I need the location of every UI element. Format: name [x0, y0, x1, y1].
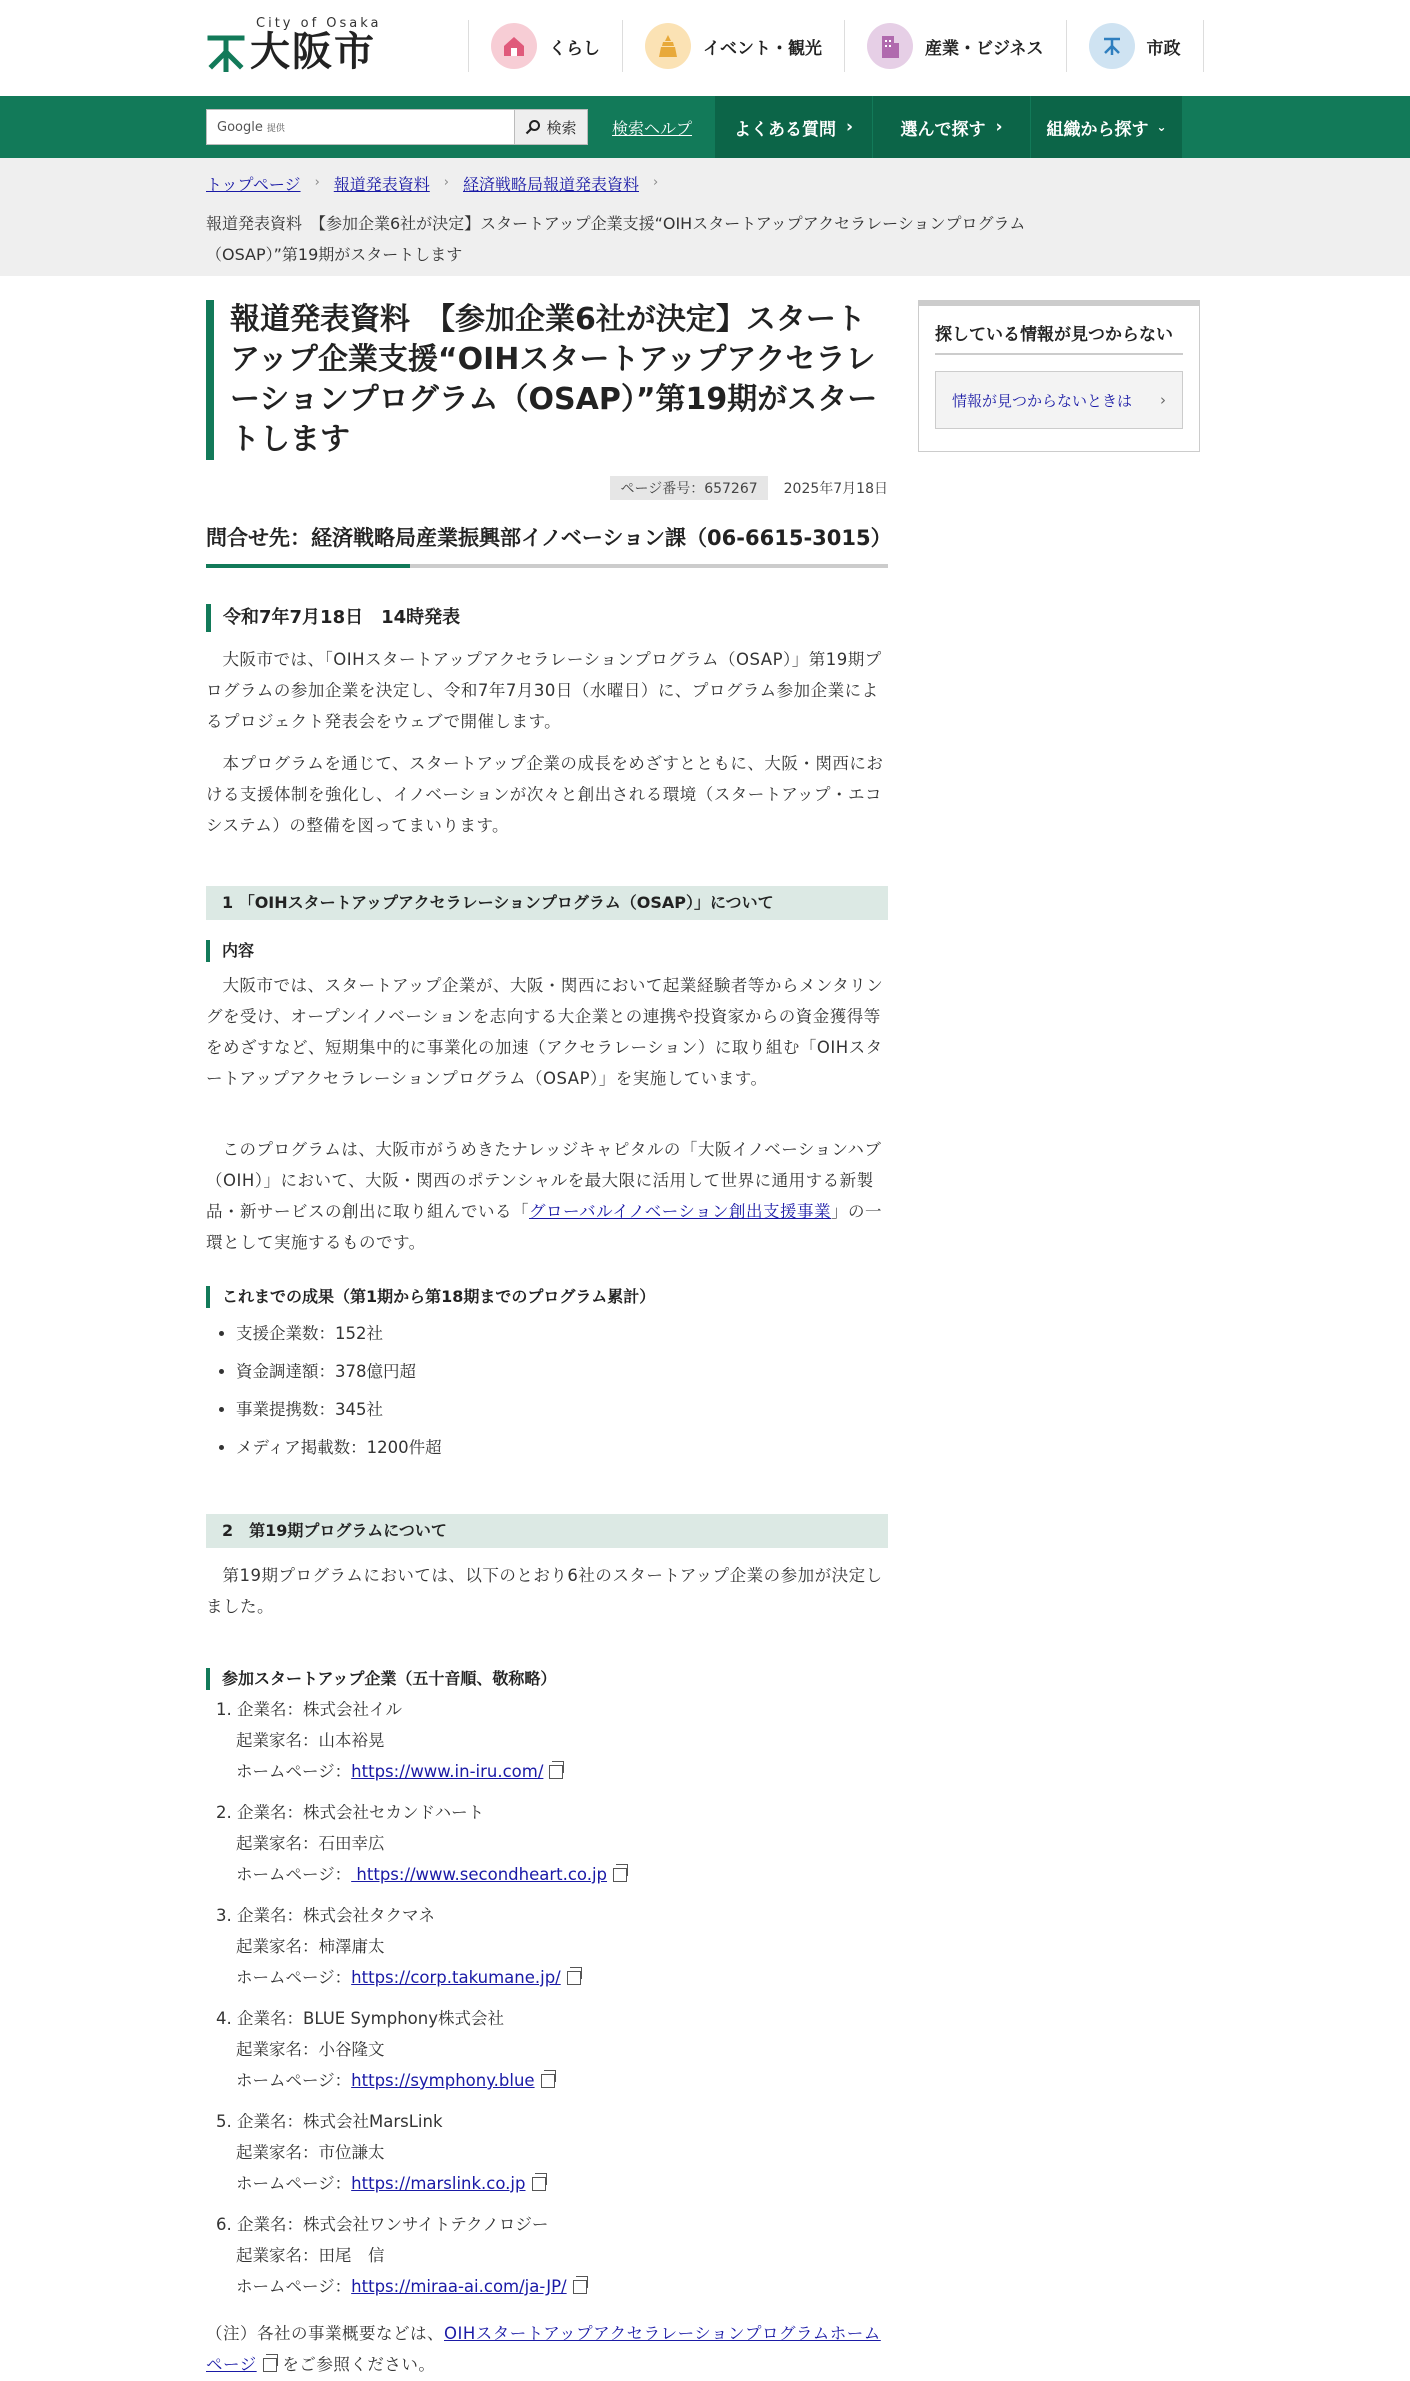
list-item: • 資金調達額：378億円超: [236, 1358, 442, 1396]
breadcrumb-current: 報道発表資料 【参加企業6社が決定】スタートアップ企業支援“OIHスタートアップアクセラレーションプログラム（OSAP）”第19期がスタートします: [206, 214, 1026, 264]
search-button-label: 検索: [546, 118, 577, 137]
logo-subtitle: City of Osaka: [256, 16, 382, 31]
founder-name: 起業家名：山本裕晃: [236, 1731, 385, 1750]
company-homepage-link[interactable]: https://www.in-iru.com/: [351, 1762, 544, 1781]
intro-paragraph-2: 本プログラムを通じて、スタートアップ企業の成長をめざすとともに、大阪・関西における支援体制を強化し、イノベーションが次々と創出される環境（スタートアップ・エコシステム）の整備を図ってまいります。: [206, 754, 884, 835]
tower-icon: [645, 23, 691, 69]
company-name: 企業名：株式会社セカンドハート: [237, 1803, 485, 1822]
item-number: 6.: [216, 2215, 232, 2234]
search-icon: [525, 119, 541, 135]
search-brand: Google 提供: [217, 119, 285, 135]
section-2-paragraph: 第19期プログラムにおいては、以下のとおり6社のスタートアップ企業の参加が決定しました。: [206, 1566, 883, 1616]
nav-label: くらし: [549, 38, 600, 59]
list-item: [216, 1694, 888, 1797]
homepage-label: ホームページ：: [236, 1762, 352, 1781]
founder-name: 起業家名：石田幸広: [236, 1834, 385, 1853]
gbar-menu: [714, 96, 1182, 158]
site-logo[interactable]: [206, 16, 396, 78]
site-header: [0, 0, 1410, 96]
content-paragraph-1: 大阪市では、スタートアップ企業が、大阪・関西において起業経験者等からメンタリングを受け、オープンイノベーションを志向する大企業との連携や投資家からの資金獲得等をめざすなど、短期集中的に事業化の加速（アクセラレーション）に取り組む「OIHスタートアップアクセラレーションプログラム（OSAP）」を実施しています。: [206, 976, 884, 1088]
menu-faq-label: よくある質問: [733, 119, 836, 140]
companies-heading: 参加スタートアップ企業（五十音順、敬称略）: [206, 1668, 556, 1690]
external-link-icon: [613, 1868, 627, 1882]
item-number: 5.: [216, 2112, 232, 2131]
nav-shisei[interactable]: [1067, 20, 1204, 72]
external-link-icon: [263, 2358, 277, 2372]
company-name: 企業名：株式会社ワンサイトテクノロジー: [237, 2215, 549, 2234]
homepage-label: ホームページ：: [236, 2071, 352, 2090]
company-homepage-link[interactable]: https://marslink.co.jp: [351, 2174, 526, 2193]
list-item: [216, 2106, 888, 2209]
results-list: [236, 1320, 442, 1472]
list-item: • メディア掲載数：1200件超: [236, 1434, 442, 1472]
menu-faq[interactable]: [714, 96, 872, 158]
divider-accent: [206, 564, 410, 568]
chevron-right-icon: ›: [845, 117, 853, 137]
founder-name: 起業家名：田尾 信: [236, 2246, 385, 2265]
homepage-label: ホームページ：: [236, 2277, 352, 2296]
menu-select-label: 選んで探す: [900, 119, 986, 140]
announce-heading: 令和7年7月18日 14時発表: [206, 604, 460, 632]
chevron-right-icon: ›: [1160, 391, 1166, 409]
menu-select[interactable]: [872, 96, 1030, 158]
chevron-right-icon: ›: [443, 175, 449, 190]
sidebar-help-box: [918, 300, 1200, 452]
note-paragraph: （注）各社の事業概要などは、OIHスタートアップアクセラレーションプログラムホームページ をご参照ください。: [206, 2324, 881, 2374]
list-item: [216, 1900, 888, 2003]
content-paragraph-2: このプログラムは、大阪市がうめきたナレッジキャピタルの「大阪イノベーションハブ（OIH）」において、大阪・関西のポテンシャルを最大限に活用して世界に通用する新製品・新サービスの創出に取り組んでいる「グローバルイノベーション創出支援事業」の一環として実施するものです。: [206, 1140, 883, 1252]
company-homepage-link[interactable]: https://miraa-ai.com/ja-JP/: [351, 2277, 567, 2296]
chevron-right-icon: ›: [995, 117, 1003, 137]
homepage-label: ホームページ：: [236, 2174, 352, 2193]
global-nav: [468, 20, 1204, 72]
company-name: 企業名：BLUE Symphony株式会社: [237, 2009, 504, 2028]
homepage-label: ホームページ：: [236, 1865, 352, 1884]
breadcrumb-link-top[interactable]: トップページ: [206, 175, 301, 194]
search-button[interactable]: [514, 109, 588, 145]
list-item: • 支援企業数：152社: [236, 1320, 442, 1358]
section-1-heading: 1 「OIHスタートアップアクセラレーションプログラム（OSAP）」について: [206, 886, 888, 920]
search-bar: [0, 96, 1410, 158]
nav-label: イベント・観光: [703, 38, 822, 59]
nav-kurashi[interactable]: [469, 20, 623, 72]
company-homepage-link[interactable]: https://www.secondheart.co.jp: [351, 1865, 608, 1884]
founder-name: 起業家名：柿澤庸太: [236, 1937, 385, 1956]
nav-event[interactable]: [623, 20, 845, 72]
chevron-right-icon: ›: [653, 175, 659, 190]
osaka-emblem-icon: [206, 32, 246, 72]
company-name: 企業名：株式会社イル: [237, 1700, 402, 1719]
section-2-heading: 2 第19期プログラムについて: [206, 1514, 888, 1548]
list-item: • 事業提携数：345社: [236, 1396, 442, 1434]
page-number: ページ番号：657267: [610, 476, 767, 500]
osap-homepage-link[interactable]: OIHスタートアップアクセラレーションプログラムホームページ: [206, 2324, 881, 2374]
search-help-link[interactable]: 検索ヘルプ: [612, 119, 693, 138]
menu-org[interactable]: [1030, 96, 1182, 158]
nav-label: 市政: [1146, 38, 1181, 59]
list-item: [216, 2209, 888, 2312]
building-icon: [867, 23, 913, 69]
item-number: 4.: [216, 2009, 232, 2028]
breadcrumb: [0, 158, 1410, 276]
breadcrumb-links: [206, 172, 672, 195]
nav-label: 産業・ビジネス: [925, 38, 1044, 59]
page-date: 2025年7月18日: [783, 481, 888, 497]
external-link-icon: [541, 2074, 555, 2088]
sidebar-title: 探している情報が見つからない: [935, 320, 1183, 355]
city-emblem-icon: [1089, 23, 1135, 69]
item-number: 2.: [216, 1803, 232, 1822]
global-innovation-link[interactable]: グローバルイノベーション創出支援事業: [529, 1202, 832, 1221]
external-link-icon: [567, 1971, 581, 1985]
nav-business[interactable]: [845, 20, 1067, 72]
company-homepage-link[interactable]: https://corp.takumane.jp/: [351, 1968, 561, 1987]
founder-name: 起業家名：市位謙太: [236, 2143, 385, 2162]
external-link-icon: [573, 2280, 587, 2294]
search-input[interactable]: [206, 109, 516, 145]
breadcrumb-link-bureau[interactable]: 経済戦略局報道発表資料: [462, 175, 639, 194]
page-title: 報道発表資料 【参加企業6社が決定】スタートアップ企業支援“OIHスタートアップアクセラレーションプログラム（OSAP）”第19期がスタートします: [206, 300, 888, 460]
breadcrumb-link-press[interactable]: 報道発表資料: [333, 175, 430, 194]
company-name: 企業名：株式会社MarsLink: [237, 2112, 443, 2131]
homepage-label: ホームページ：: [236, 1968, 352, 1987]
menu-org-label: 組織から探す: [1046, 119, 1149, 140]
main-content: [206, 300, 892, 2374]
founder-name: 起業家名：小谷隆文: [236, 2040, 385, 2059]
page-meta: [610, 476, 888, 500]
house-icon: [491, 23, 537, 69]
results-heading: これまでの成果（第1期から第18期までのプログラム累計）: [206, 1286, 655, 1308]
logo-text: 大阪市: [250, 29, 376, 75]
chevron-down-icon: ⌄: [1156, 120, 1167, 134]
list-item: [216, 1797, 888, 1900]
not-found-button[interactable]: [935, 371, 1183, 429]
list-item: [216, 2003, 888, 2106]
item-number: 1.: [216, 1700, 232, 1719]
company-name: 企業名：株式会社タクマネ: [237, 1906, 435, 1925]
company-homepage-link[interactable]: https://symphony.blue: [351, 2071, 535, 2090]
external-link-icon: [532, 2177, 546, 2191]
item-number: 3.: [216, 1906, 232, 1925]
external-link-icon: [549, 1765, 563, 1779]
content-heading: 内容: [206, 940, 254, 962]
contact-info: 問合せ先：経済戦略局産業振興部イノベーション課（06-6615-3015）: [206, 526, 892, 550]
companies-list: [216, 1694, 888, 2312]
intro-paragraph-1: 大阪市では、「OIHスタートアップアクセラレーションプログラム（OSAP）」第19期プログラムの参加企業を決定し、令和7年7月30日（水曜日）に、プログラム参加企業によるプロジェクト発表会をウェブで開催します。: [206, 650, 882, 731]
chevron-right-icon: ›: [314, 175, 320, 190]
not-found-button-label: 情報が見つからないときは: [952, 391, 1133, 410]
